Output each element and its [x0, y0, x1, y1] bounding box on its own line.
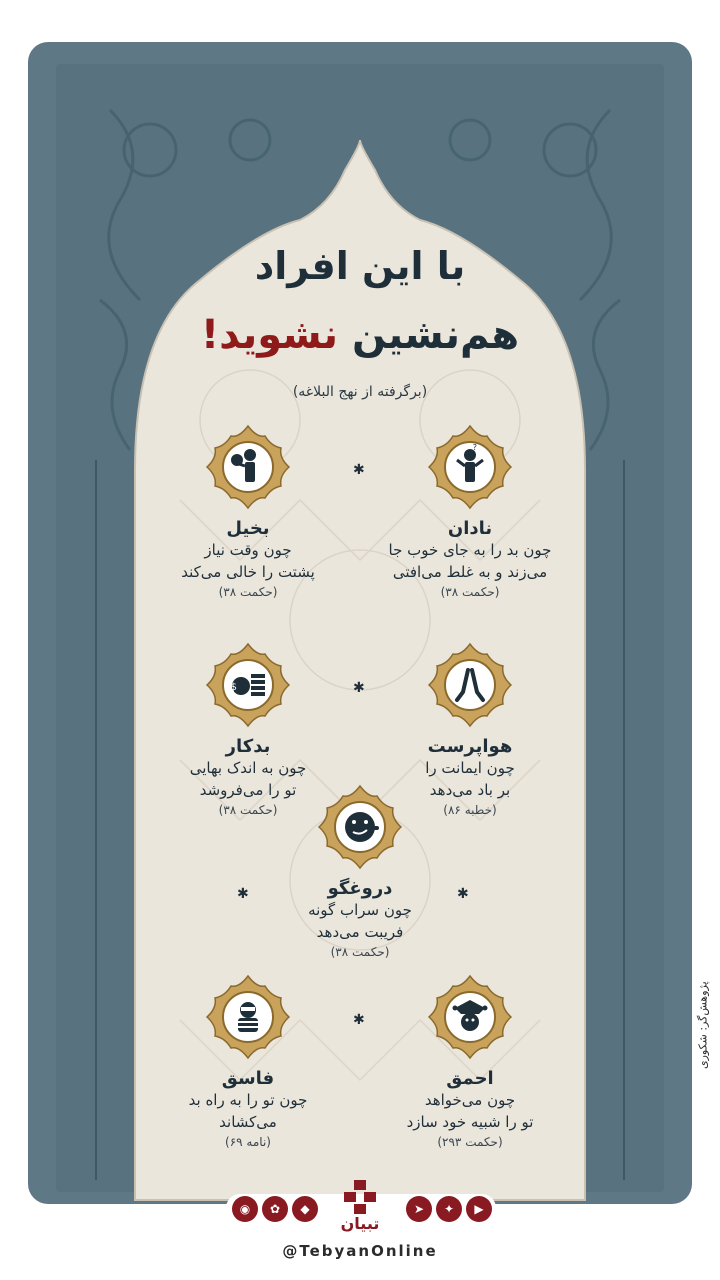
youtube-icon[interactable]: ▶ [466, 1196, 492, 1222]
item-desc-2: بر باد می‌دهد [429, 781, 511, 799]
badge [205, 974, 291, 1060]
item-desc-2: می‌کشاند [219, 1113, 277, 1131]
telegram-icon[interactable]: ➤ [406, 1196, 432, 1222]
item-source: (حکمت ۲۹۳) [437, 1135, 503, 1149]
svg-text:?: ? [472, 443, 477, 452]
confused-person-icon [427, 424, 513, 510]
item-name: بخیل [226, 518, 270, 539]
researcher-credit: پژوهش‌گر: شکوری [696, 981, 710, 1069]
item-source: (نامه ۶۹) [225, 1135, 271, 1149]
item-desc-2: تو را می‌فروشد [199, 781, 297, 799]
item-desc-1: چون می‌خواهد [424, 1091, 516, 1109]
person-with-moneybag-icon [205, 424, 291, 510]
tebyan-logo-text: تبیان [340, 1214, 380, 1233]
page-subtitle: (برگرفته از نهج البلاغه) [292, 384, 428, 400]
badge [427, 424, 513, 510]
separator-star: ✱ [353, 1012, 365, 1028]
item-fasegh [148, 974, 348, 1149]
lying-face-icon [317, 784, 403, 870]
separator-star: ✱ [457, 886, 469, 902]
badge [205, 642, 291, 728]
page-title-line1: با این افراد [254, 244, 466, 288]
tebyan-logo-icon [340, 1180, 380, 1216]
item-doroughgu [260, 784, 460, 959]
item-desc-2: پشتت را خالی می‌کند [181, 563, 315, 581]
item-desc-1: چون سراب گونه [308, 901, 412, 919]
item-source: (حکمت ۳۸) [440, 585, 500, 599]
item-name: نادان [447, 518, 493, 539]
item-desc-2: تو را شبیه خود سازد [406, 1113, 534, 1131]
separator-star: ✱ [237, 886, 249, 902]
svg-text:$: $ [230, 682, 237, 693]
item-name: فاسق [221, 1068, 275, 1089]
badge [205, 424, 291, 510]
item-nadan [370, 424, 570, 599]
item-desc-1: چون به اندک بهایی [189, 759, 307, 777]
separator-star: ✱ [353, 680, 365, 696]
rubika-icon[interactable]: ◆ [292, 1196, 318, 1222]
item-name: احمق [446, 1068, 494, 1089]
item-source: (حکمت ۳۸) [218, 585, 278, 599]
item-name: بدکار [225, 736, 271, 757]
item-name: هواپرست [427, 736, 513, 757]
item-source: (حکمت ۳۸) [218, 803, 278, 817]
title-part2: نشوید! [200, 312, 339, 358]
item-desc-2: می‌زند و به غلط می‌افتی [392, 563, 548, 581]
badge [427, 974, 513, 1060]
item-desc-1: چون ایمانت را [425, 759, 515, 777]
item-bakhil [148, 424, 348, 599]
page-title-line2 [0, 312, 720, 358]
instagram-icon[interactable]: ◉ [232, 1196, 258, 1222]
badge [317, 784, 403, 870]
item-desc-1: چون وقت نیاز [204, 541, 292, 559]
aparat-icon[interactable]: ✿ [262, 1196, 288, 1222]
thief-icon [205, 974, 291, 1060]
item-name: دروغگو [327, 878, 393, 899]
title-part1: هم‌نشین [351, 312, 520, 358]
twitter-icon[interactable]: ✦ [436, 1196, 462, 1222]
separator-star: ✱ [353, 462, 365, 478]
item-desc-2: فریبت می‌دهد [316, 923, 404, 941]
item-source: (حکمت ۳۸) [330, 945, 390, 959]
praying-hands-icon [427, 642, 513, 728]
coins-icon [205, 642, 291, 728]
item-desc-1: چون تو را به راه بد [188, 1091, 308, 1109]
item-desc-1: چون بد را به جای خوب جا [388, 541, 552, 559]
item-ahmagh [370, 974, 570, 1149]
social-handle[interactable]: @TebyanOnline [282, 1242, 438, 1260]
badge [427, 642, 513, 728]
jester-icon [427, 974, 513, 1060]
item-source: (خطبه ۸۶) [443, 803, 497, 817]
